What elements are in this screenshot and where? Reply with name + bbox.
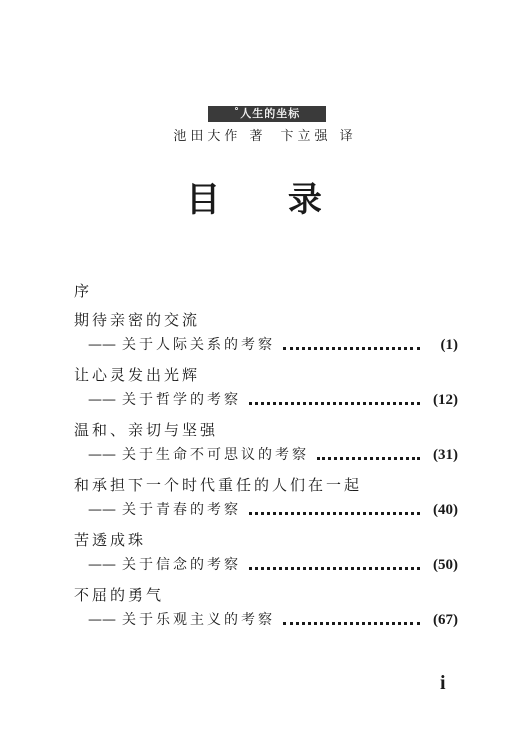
toc-entry	[74, 310, 458, 365]
dot-leader	[283, 347, 420, 350]
series-label: ˚人生的坐标	[208, 106, 326, 122]
toc-dash: ——	[88, 337, 116, 353]
toc-entry-title: 温和、亲切与坚强	[74, 421, 219, 439]
toc-entry	[74, 365, 458, 420]
toc-dash: ——	[88, 392, 116, 408]
toc-dash: ——	[88, 447, 116, 463]
toc-entry-title: 和承担下一个时代重任的人们在一起	[74, 476, 363, 494]
toc-page-number: (12)	[433, 392, 458, 408]
toc-entry-title: 让心灵发出光辉	[74, 366, 201, 384]
toc-entry-subtitle: 关于人际关系的考察	[122, 337, 275, 353]
toc-entry-subtitle: 关于信念的考察	[122, 557, 241, 573]
page-title: 目 录	[186, 180, 350, 220]
toc-entry-subtitle-line	[74, 444, 458, 466]
byline	[150, 128, 380, 146]
toc-entry-subtitle-line	[74, 554, 458, 576]
toc-dash: ——	[88, 612, 116, 628]
toc-entry-title: 苦透成珠	[74, 531, 147, 549]
toc-preface: 序	[74, 282, 90, 300]
translator-credit: 卞立强 译	[280, 129, 357, 144]
toc-entry-subtitle: 关于生命不可思议的考察	[122, 447, 309, 463]
dot-leader	[317, 457, 420, 460]
toc-entry-title: 不屈的勇气	[74, 586, 165, 604]
toc-entry-subtitle: 关于乐观主义的考察	[122, 612, 275, 628]
page-folio: i	[440, 672, 446, 694]
toc-entry	[74, 475, 458, 530]
dot-leader	[249, 567, 420, 570]
toc-page-number: (50)	[433, 557, 458, 573]
dot-leader	[283, 622, 420, 625]
toc-entry	[74, 420, 458, 475]
toc-entry-subtitle-line	[74, 609, 458, 631]
toc-entry-subtitle-line	[74, 499, 458, 521]
toc-entry-subtitle-line	[74, 389, 458, 411]
toc-entry-subtitle-line	[74, 334, 458, 356]
dot-leader	[249, 512, 420, 515]
dot-leader	[249, 402, 420, 405]
author-credit: 池田大作 著	[173, 129, 267, 144]
toc-dash: ——	[88, 502, 116, 518]
toc-page-number: (67)	[433, 612, 458, 628]
toc-list	[74, 310, 458, 640]
toc-page-number: (40)	[433, 502, 458, 518]
toc-entry-subtitle: 关于青春的考察	[122, 502, 241, 518]
toc-page-number: (31)	[433, 447, 458, 463]
toc-page-number: (1)	[440, 337, 458, 353]
toc-dash: ——	[88, 557, 116, 573]
toc-entry	[74, 585, 458, 640]
toc-entry-subtitle: 关于哲学的考察	[122, 392, 241, 408]
toc-entry-title: 期待亲密的交流	[74, 311, 201, 329]
toc-entry	[74, 530, 458, 585]
